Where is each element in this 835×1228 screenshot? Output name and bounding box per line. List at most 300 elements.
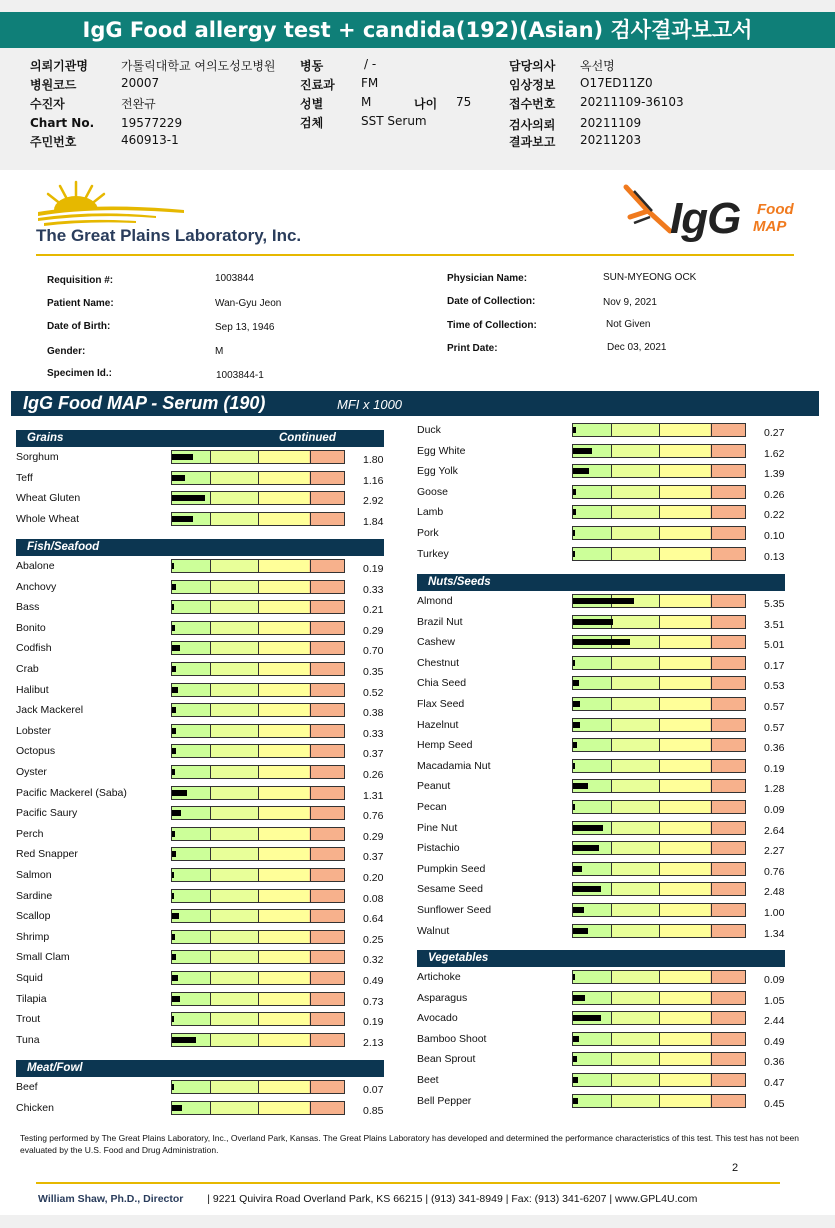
result-row — [417, 615, 804, 633]
zone-divider — [210, 1081, 211, 1093]
food-name: Lamb — [417, 506, 444, 519]
header-value: O17ED11Z0 — [580, 76, 653, 90]
result-value: 0.37 — [363, 851, 384, 864]
zone-divider — [310, 663, 311, 675]
zone-divider — [611, 760, 612, 772]
zone-divider — [310, 993, 311, 1005]
header-label: 검사의뢰 — [509, 118, 556, 132]
result-fill — [172, 516, 193, 522]
result-value: 0.70 — [363, 645, 384, 658]
result-row — [417, 526, 804, 544]
zone-divider — [310, 1034, 311, 1046]
result-bar — [572, 1011, 746, 1025]
result-bar — [171, 450, 345, 464]
result-bar — [171, 930, 345, 944]
header-value: 가톨릭대학교 여의도성모병원 — [121, 59, 276, 73]
result-value: 0.19 — [363, 563, 384, 575]
info-label: Requisition #: — [47, 275, 114, 286]
result-row — [16, 889, 403, 907]
zone-divider — [258, 807, 259, 819]
result-bar — [572, 444, 746, 458]
result-row — [417, 1032, 804, 1050]
result-value: 0.76 — [764, 865, 785, 878]
result-fill — [172, 645, 180, 651]
zone-divider — [258, 869, 259, 881]
result-fill — [172, 893, 174, 899]
result-bar — [572, 862, 746, 876]
zone-divider — [659, 801, 660, 813]
zone-divider — [310, 1081, 311, 1093]
zone-divider — [659, 595, 660, 607]
food-name: Squid — [16, 972, 43, 984]
result-row — [417, 505, 804, 523]
result-row — [417, 862, 804, 880]
header-value: 20007 — [121, 76, 160, 90]
result-bar — [572, 1052, 746, 1066]
zone-divider — [258, 560, 259, 572]
footer — [38, 1193, 697, 1205]
result-value: 0.45 — [764, 1097, 785, 1110]
result-fill — [172, 872, 174, 878]
result-bar — [572, 547, 746, 561]
food-name: Jack Mackerel — [16, 704, 84, 717]
zone-divider — [711, 1012, 712, 1024]
result-value: 1.16 — [363, 474, 384, 487]
zone-divider — [659, 1074, 660, 1086]
result-bar — [572, 505, 746, 519]
result-row — [417, 444, 804, 462]
zone-divider — [711, 548, 712, 560]
result-bar — [572, 821, 746, 835]
zone-divider — [210, 951, 211, 963]
result-value: 1.39 — [764, 468, 785, 481]
zone-divider — [210, 848, 211, 860]
zone-divider — [310, 601, 311, 613]
food-name: Hazelnut — [417, 718, 459, 731]
food-name: Bell Pepper — [417, 1094, 472, 1107]
header-value: 20211203 — [580, 133, 642, 147]
section-note: Continued — [279, 432, 336, 444]
zone-divider — [210, 890, 211, 902]
food-name: Tilapia — [16, 992, 47, 1005]
zone-divider — [210, 725, 211, 737]
info-value: Nov 9, 2021 — [603, 297, 657, 308]
zone-divider — [210, 787, 211, 799]
food-name: Turkey — [417, 547, 449, 560]
zone-divider — [611, 527, 612, 539]
food-name: Hemp Seed — [417, 739, 473, 752]
zone-divider — [210, 601, 211, 613]
result-fill — [573, 1015, 601, 1021]
zone-divider — [310, 972, 311, 984]
zone-divider — [258, 766, 259, 778]
result-bar — [572, 903, 746, 917]
food-name: Bass — [16, 601, 40, 614]
result-row — [16, 641, 403, 659]
food-name: Chestnut — [417, 656, 460, 669]
result-fill — [573, 639, 630, 645]
zone-divider — [310, 560, 311, 572]
result-value: 0.17 — [764, 659, 785, 672]
result-row — [417, 882, 804, 900]
food-name: Sesame Seed — [417, 883, 483, 896]
result-bar — [171, 1101, 345, 1115]
result-bar — [171, 621, 345, 635]
result-value: 1.28 — [764, 783, 785, 796]
zone-divider — [310, 622, 311, 634]
result-row — [16, 600, 403, 618]
zone-divider — [258, 1081, 259, 1093]
result-row — [417, 656, 804, 674]
food-name: Wheat Gluten — [16, 492, 81, 505]
section-title: Meat/Fowl — [27, 1062, 83, 1074]
info-value: Dec 03, 2021 — [607, 342, 667, 353]
result-bar — [572, 759, 746, 773]
result-bar — [171, 512, 345, 526]
result-fill — [573, 701, 580, 707]
result-fill — [172, 934, 175, 940]
section-header — [16, 430, 384, 447]
result-bar — [171, 559, 345, 573]
result-value: 1.05 — [764, 994, 785, 1007]
food-name: Asparagus — [417, 991, 468, 1004]
result-row — [16, 471, 403, 489]
zone-divider — [659, 465, 660, 477]
header-label: 병동 — [300, 59, 324, 73]
zone-divider — [611, 445, 612, 457]
result-fill — [573, 1056, 577, 1062]
zone-divider — [611, 1033, 612, 1045]
result-bar — [171, 786, 345, 800]
result-fill — [573, 783, 588, 789]
info-value: Not Given — [606, 319, 651, 330]
food-name: Pecan — [417, 801, 447, 813]
food-name: Beet — [417, 1074, 439, 1086]
zone-divider — [711, 760, 712, 772]
zone-divider — [611, 971, 612, 983]
result-fill — [573, 845, 599, 851]
result-bar — [572, 423, 746, 437]
food-name: Abalone — [16, 560, 55, 572]
zone-divider — [711, 616, 712, 628]
zone-divider — [711, 424, 712, 436]
zone-divider — [210, 1102, 211, 1114]
result-value: 0.57 — [764, 721, 785, 734]
result-bar — [572, 697, 746, 711]
zone-divider — [258, 931, 259, 943]
food-name: Macadamia Nut — [417, 759, 491, 772]
result-fill — [172, 1105, 182, 1111]
result-fill — [172, 728, 176, 734]
header-label: 검체 — [300, 116, 324, 130]
zone-divider — [258, 890, 259, 902]
result-value: 0.47 — [764, 1077, 785, 1089]
result-bar — [572, 594, 746, 608]
header-label: 성별 — [300, 97, 324, 111]
food-name: Sunflower Seed — [417, 904, 492, 916]
zone-divider — [210, 663, 211, 675]
header-label: 진료과 — [300, 78, 335, 92]
result-value: 2.44 — [764, 1015, 785, 1028]
zone-divider — [310, 684, 311, 696]
result-bar — [171, 471, 345, 485]
result-bar — [572, 970, 746, 984]
zone-divider — [611, 424, 612, 436]
result-bar — [572, 738, 746, 752]
zone-divider — [310, 951, 311, 963]
food-name: Sorghum — [16, 451, 59, 463]
result-fill — [573, 928, 588, 934]
zone-divider — [659, 780, 660, 792]
zone-divider — [711, 465, 712, 477]
result-bar — [572, 656, 746, 670]
zone-divider — [210, 972, 211, 984]
result-bar — [572, 841, 746, 855]
result-value: 0.08 — [363, 892, 384, 905]
result-row — [16, 662, 403, 680]
zone-divider — [659, 548, 660, 560]
food-name: Walnut — [417, 924, 450, 937]
zone-divider — [611, 677, 612, 689]
result-row — [417, 423, 804, 441]
result-fill — [573, 509, 576, 515]
result-row — [16, 971, 403, 989]
result-row — [16, 786, 403, 804]
food-name: Artichoke — [417, 971, 461, 983]
zone-divider — [659, 739, 660, 751]
result-value: 0.10 — [764, 530, 785, 542]
result-row — [417, 485, 804, 503]
zone-divider — [310, 869, 311, 881]
info-label: Specimen Id.: — [47, 368, 113, 379]
zone-divider — [210, 451, 211, 463]
zone-divider — [711, 822, 712, 834]
info-value: SUN-MYEONG OCK — [603, 272, 697, 283]
info-value: Wan-Gyu Jeon — [215, 298, 282, 309]
result-row — [16, 765, 403, 783]
result-bar — [572, 1032, 746, 1046]
header-label: 결과보고 — [509, 135, 556, 149]
zone-divider — [711, 801, 712, 813]
header-value: FM — [361, 76, 379, 90]
zone-divider — [258, 725, 259, 737]
zone-divider — [611, 801, 612, 813]
header-label: 수진자 — [30, 97, 65, 111]
result-bar — [572, 800, 746, 814]
header-value: SST Serum — [361, 114, 427, 128]
result-fill — [573, 1098, 578, 1104]
zone-divider — [210, 807, 211, 819]
result-row — [16, 580, 403, 598]
footer-divider — [36, 1182, 780, 1184]
result-row — [417, 635, 804, 653]
disclaimer: Testing performed by The Great Plains Laboratory, Inc., Overland Park, Kansas. The Great Plains Laboratory has developed and determined the performance characteristics of this test. This test has not been evaluated by the U.S. Food and Drug Administration. — [20, 1133, 799, 1155]
result-value: 0.32 — [363, 954, 384, 967]
zone-divider — [310, 492, 311, 504]
food-name: Perch — [16, 827, 44, 840]
result-value: 0.09 — [764, 804, 785, 816]
result-fill — [172, 625, 175, 631]
result-value: 0.36 — [764, 742, 785, 755]
header-label: 주민번호 — [30, 135, 77, 149]
result-row — [417, 924, 804, 942]
result-value: 0.29 — [363, 624, 384, 637]
food-name: Egg Yolk — [417, 465, 458, 478]
result-value: 2.64 — [764, 824, 785, 837]
result-fill — [573, 825, 603, 831]
result-fill — [172, 954, 176, 960]
info-label: Date of Birth: — [47, 321, 111, 332]
result-bar — [171, 491, 345, 505]
food-name: Crab — [16, 663, 39, 675]
zone-divider — [611, 883, 612, 895]
result-bar — [171, 992, 345, 1006]
result-value: 2.13 — [363, 1036, 384, 1049]
info-label: Time of Collection: — [447, 320, 537, 331]
result-bar — [171, 971, 345, 985]
info-label: Physician Name: — [447, 273, 528, 284]
zone-divider — [210, 993, 211, 1005]
result-bar — [572, 676, 746, 690]
zone-divider — [258, 1013, 259, 1025]
result-fill — [172, 1037, 196, 1043]
header-value: 75 — [456, 95, 472, 109]
zone-divider — [711, 1033, 712, 1045]
info-value: Sep 13, 1946 — [215, 322, 275, 333]
result-fill — [172, 996, 180, 1002]
zone-divider — [659, 842, 660, 854]
result-row — [16, 806, 403, 824]
header-value: 460913-1 — [121, 133, 179, 147]
zone-divider — [310, 848, 311, 860]
food-name: Red Snapper — [16, 848, 78, 861]
result-value: 2.27 — [764, 845, 785, 858]
result-fill — [172, 604, 174, 610]
result-value: 0.57 — [764, 701, 785, 713]
result-row — [16, 1033, 403, 1051]
result-bar — [171, 1012, 345, 1026]
result-bar — [171, 724, 345, 738]
zone-divider — [611, 780, 612, 792]
igg-logo-text: IgG — [670, 194, 741, 243]
result-fill — [573, 804, 575, 810]
zone-divider — [711, 971, 712, 983]
header-divider — [36, 254, 794, 256]
section-header — [16, 1060, 384, 1077]
header-value: 20211109 — [580, 116, 642, 130]
result-bar — [171, 806, 345, 820]
zone-divider — [659, 1053, 660, 1065]
result-row — [417, 841, 804, 859]
result-bar — [572, 635, 746, 649]
result-bar — [171, 847, 345, 861]
result-fill — [172, 790, 187, 796]
result-value: 5.01 — [764, 639, 785, 652]
result-row — [16, 703, 403, 721]
result-bar — [572, 615, 746, 629]
result-fill — [573, 995, 585, 1001]
zone-divider — [310, 890, 311, 902]
result-value: 0.73 — [363, 995, 384, 1008]
zone-divider — [611, 506, 612, 518]
lab-name: The Great Plains Laboratory, Inc. — [36, 226, 302, 245]
zone-divider — [659, 636, 660, 648]
zone-divider — [659, 445, 660, 457]
info-label: Date of Collection: — [447, 296, 536, 307]
zone-divider — [611, 1012, 612, 1024]
zone-divider — [611, 719, 612, 731]
result-fill — [573, 722, 580, 728]
zone-divider — [659, 657, 660, 669]
zone-divider — [258, 951, 259, 963]
result-fill — [172, 495, 205, 501]
header-label: 의뢰기관명 — [30, 59, 88, 73]
result-bar — [171, 909, 345, 923]
zone-divider — [611, 925, 612, 937]
zone-divider — [258, 451, 259, 463]
zone-divider — [310, 828, 311, 840]
zone-divider — [659, 527, 660, 539]
zone-divider — [310, 1102, 311, 1114]
zone-divider — [659, 822, 660, 834]
zone-divider — [258, 642, 259, 654]
zone-divider — [711, 863, 712, 875]
result-bar — [572, 882, 746, 896]
result-value: 0.38 — [363, 707, 384, 720]
result-value: 0.13 — [764, 550, 785, 563]
zone-divider — [611, 739, 612, 751]
zone-divider — [611, 992, 612, 1004]
result-value: 0.07 — [363, 1084, 384, 1096]
info-value: 1003844 — [215, 273, 254, 284]
result-row — [16, 559, 403, 577]
food-name: Octopus — [16, 745, 56, 758]
food-name: Halibut — [16, 683, 49, 696]
result-row — [16, 683, 403, 701]
result-fill — [573, 866, 582, 872]
food-name: Almond — [417, 595, 453, 607]
result-row — [16, 847, 403, 865]
zone-divider — [210, 1013, 211, 1025]
result-value: 1.80 — [363, 454, 384, 466]
zone-divider — [310, 642, 311, 654]
result-bar — [572, 718, 746, 732]
zone-divider — [659, 1033, 660, 1045]
zone-divider — [310, 1013, 311, 1025]
zone-divider — [711, 780, 712, 792]
result-fill — [573, 660, 575, 666]
result-bar — [572, 485, 746, 499]
zone-divider — [611, 1095, 612, 1107]
zone-divider — [310, 931, 311, 943]
zone-divider — [659, 863, 660, 875]
result-row — [417, 800, 804, 818]
info-label: Print Date: — [447, 343, 498, 354]
food-name: Whole Wheat — [16, 512, 80, 525]
zone-divider — [210, 642, 211, 654]
food-name: Flax Seed — [417, 698, 465, 710]
zone-divider — [310, 451, 311, 463]
result-value: 2.48 — [764, 886, 785, 899]
result-row — [417, 1073, 804, 1091]
zone-divider — [611, 657, 612, 669]
result-row — [417, 991, 804, 1009]
result-row — [16, 868, 403, 886]
result-value: 0.33 — [363, 583, 384, 596]
food-name: Oyster — [16, 766, 47, 778]
zone-divider — [258, 492, 259, 504]
info-label: Gender: — [47, 346, 86, 357]
